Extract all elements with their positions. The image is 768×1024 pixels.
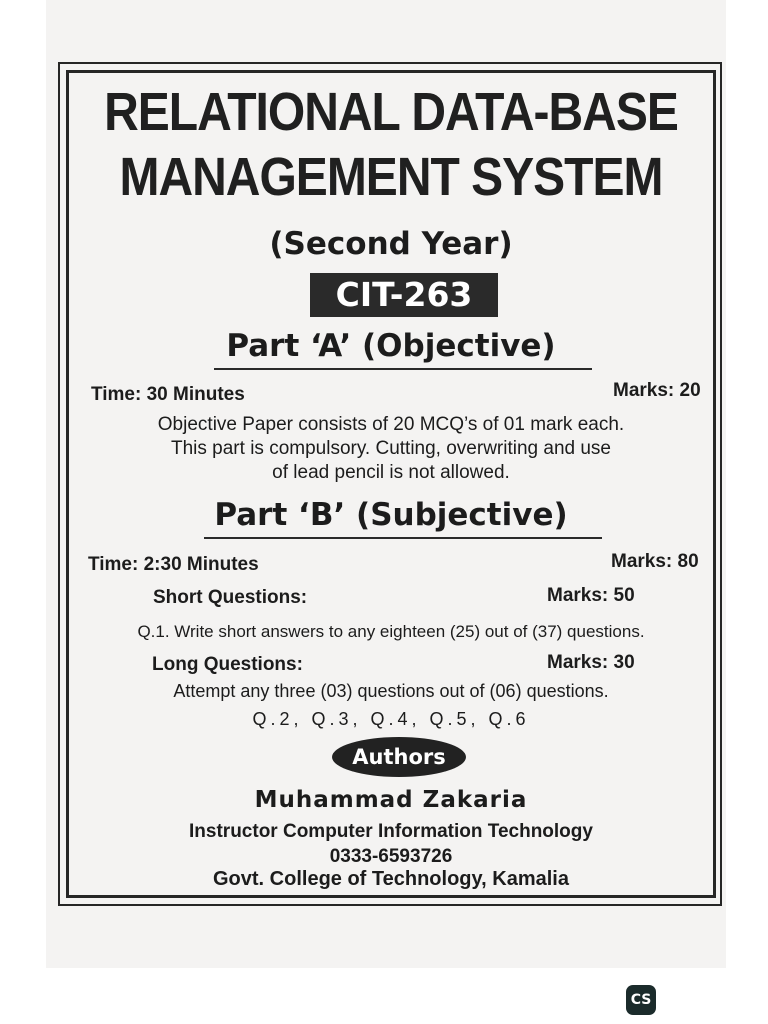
long-questions-label: Long Questions: — [152, 654, 303, 675]
author-phone: 0333-6593726 — [329, 846, 453, 867]
author-name: Muhammad Zakaria — [254, 787, 528, 813]
short-questions-marks: Marks: 50 — [547, 585, 635, 606]
part-a-heading: Part ‘A’ (Objective) — [226, 328, 556, 364]
part-b-underline — [204, 537, 602, 539]
part-a-marks: Marks: 20 — [613, 380, 701, 401]
part-b-time: Time: 2:30 Minutes — [88, 554, 259, 575]
long-questions-marks: Marks: 30 — [547, 652, 635, 673]
title-line-2: MANAGEMENT SYSTEM — [119, 147, 663, 208]
long-questions-list: Q.2, Q.3, Q.4, Q.5, Q.6 — [252, 709, 530, 729]
short-questions-label: Short Questions: — [153, 587, 308, 608]
authors-badge: Authors — [332, 737, 466, 777]
title-line-1: RELATIONAL DATA-BASE — [104, 82, 678, 143]
camscanner-logo-icon: CS — [626, 985, 656, 1015]
part-b-marks: Marks: 80 — [611, 551, 699, 572]
author-title: Instructor Computer Information Technology — [189, 821, 593, 842]
course-code-badge: CIT-263 — [310, 273, 498, 317]
long-questions-text: Attempt any three (03) questions out of (06) questions. — [173, 681, 609, 701]
part-b-heading: Part ‘B’ (Subjective) — [214, 497, 568, 533]
author-college: Govt. College of Technology, Kamalia — [213, 868, 569, 890]
part-a-underline — [214, 368, 592, 370]
part-a-desc-line-2: This part is compulsory. Cutting, overwriting and use — [171, 438, 611, 459]
part-a-desc-line-3: of lead pencil is not allowed. — [272, 462, 510, 483]
short-questions-text: Q.1. Write short answers to any eighteen (25) out of (37) questions. — [137, 622, 645, 641]
year-subtitle: (Second Year) — [269, 226, 513, 262]
part-a-desc-line-1: Objective Paper consists of 20 MCQ’s of 01 mark each. — [157, 414, 625, 435]
part-a-time: Time: 30 Minutes — [91, 384, 245, 405]
